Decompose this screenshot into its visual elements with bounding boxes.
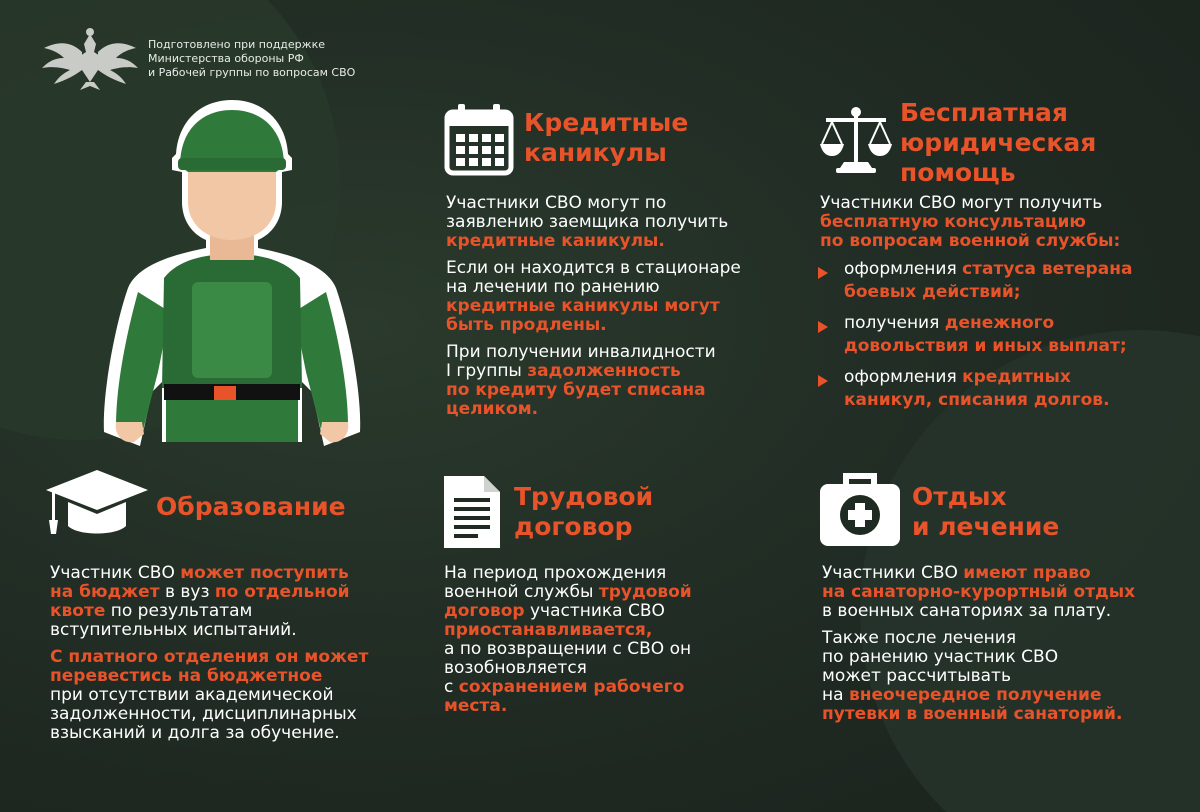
text-accent: задолженность <box>527 361 681 381</box>
text-accent: целиком. <box>446 399 539 419</box>
text-line: заявлению заемщика получить <box>446 212 729 232</box>
text-line: а по возвращении с СВО он <box>444 639 692 659</box>
education-body <box>50 564 420 743</box>
text-accent: приостанавливается, <box>444 620 653 640</box>
rest-body <box>822 564 1182 732</box>
text-accent: квоте <box>50 601 106 621</box>
text-accent: сохранением рабочего <box>458 677 685 697</box>
title-line: помощь <box>900 158 1016 187</box>
text-accent: кредитных <box>962 367 1071 387</box>
first-aid-kit-icon <box>818 472 902 548</box>
text-line: может рассчитывать <box>822 666 1011 686</box>
text-accent: трудовой <box>598 582 692 602</box>
title-line: и лечение <box>912 512 1060 541</box>
credit-body <box>446 194 796 427</box>
title-line: Бесплатная <box>900 98 1068 127</box>
education-title <box>156 492 346 522</box>
text-line: задолженности, дисциплинарных <box>50 704 357 724</box>
text-line: при отсутствии академической <box>50 685 334 705</box>
labor-body <box>444 564 794 724</box>
text-accent: каникул, списания долгов. <box>844 390 1110 410</box>
text-line: возобновляется <box>444 658 587 678</box>
text-line: Участник СВО <box>50 563 181 583</box>
list-item <box>818 312 1178 358</box>
text-accent: С платного отделения он может <box>50 647 369 667</box>
text-accent: может поступить <box>180 563 349 583</box>
text-line: На период прохождения <box>444 563 667 583</box>
title-line: Образование <box>156 492 346 521</box>
title-line: Кредитные <box>524 108 689 137</box>
graduation-cap-icon <box>44 468 150 540</box>
text-accent: кредитные каникулы могут <box>446 296 720 316</box>
text-accent: внеочередное получение <box>848 685 1102 705</box>
support-line: и Рабочей группы по вопросам СВО <box>148 66 356 79</box>
text-accent: на санаторно-курортный отдых <box>822 582 1136 602</box>
text-accent: по кредиту будет списана <box>446 380 706 400</box>
title-line: договор <box>514 512 633 541</box>
bullet-arrow-icon <box>818 375 828 387</box>
text-line: по ранению участник СВО <box>822 647 1059 667</box>
text-line: получения <box>844 313 945 333</box>
support-text <box>148 38 355 80</box>
text-line: взысканий и долга за обучение. <box>50 723 340 743</box>
text-accent: имеют право <box>963 563 1091 583</box>
text-line: Если он находится в стационаре <box>446 258 741 278</box>
support-line: Подготовлено при поддержке <box>148 38 325 51</box>
text-accent: перевестись на бюджетное <box>50 666 323 686</box>
text-line: вступительных испытаний. <box>50 620 297 640</box>
text-line: Участники СВО могут получить <box>820 193 1103 213</box>
document-icon <box>442 474 502 550</box>
text-accent: места. <box>444 696 508 716</box>
text-accent: путевки в военный санаторий. <box>822 704 1123 724</box>
bullet-arrow-icon <box>818 321 828 333</box>
text-line: военной службы <box>444 582 599 602</box>
text-accent: бесплатную консультацию <box>820 212 1086 232</box>
legal-title <box>900 98 1096 188</box>
text-line: по результатам <box>105 601 253 621</box>
text-line: на лечении по ранению <box>446 277 660 297</box>
text-accent: довольствия и иных выплат; <box>844 336 1127 356</box>
support-line: Министерства обороны РФ <box>148 52 304 65</box>
text-line: Участники СВО <box>822 563 964 583</box>
list-item <box>818 366 1178 412</box>
text-line: Участники СВО могут по <box>446 193 667 213</box>
calendar-icon <box>444 102 514 176</box>
title-line: юридическая <box>900 128 1097 157</box>
text-line: При получении инвалидности <box>446 342 716 362</box>
text-line: участника СВО <box>524 601 665 621</box>
text-line: в военных санаториях за плату. <box>822 601 1112 621</box>
text-line: Также после лечения <box>822 628 1017 648</box>
soldier-illustration <box>92 92 372 454</box>
legal-intro <box>820 194 1180 259</box>
text-line: оформления <box>844 367 963 387</box>
text-line: в вуз <box>159 582 215 602</box>
text-accent: кредитные каникулы. <box>446 231 665 251</box>
title-line: Отдых <box>912 482 1007 511</box>
bullet-arrow-icon <box>818 267 828 279</box>
title-line: каникулы <box>524 138 667 167</box>
text-line: I группы <box>446 361 528 381</box>
rest-title <box>912 482 1059 542</box>
text-accent: по отдельной <box>214 582 350 602</box>
text-accent: быть продлены. <box>446 315 607 335</box>
labor-title <box>514 482 653 542</box>
text-line: оформления <box>844 259 963 279</box>
text-accent: договор <box>444 601 525 621</box>
text-accent: по вопросам военной службы: <box>820 231 1121 251</box>
scales-icon <box>818 104 894 176</box>
text-line: с <box>444 677 459 697</box>
text-accent: боевых действий; <box>844 282 1021 302</box>
legal-bullet-list <box>818 258 1178 420</box>
list-item <box>818 258 1178 304</box>
text-accent: на бюджет <box>50 582 160 602</box>
text-accent: статуса ветерана <box>962 259 1133 279</box>
text-accent: денежного <box>944 313 1055 333</box>
text-line: на <box>822 685 849 705</box>
title-line: Трудовой <box>514 482 654 511</box>
credit-title <box>524 108 688 168</box>
double-headed-eagle-emblem <box>40 26 140 92</box>
